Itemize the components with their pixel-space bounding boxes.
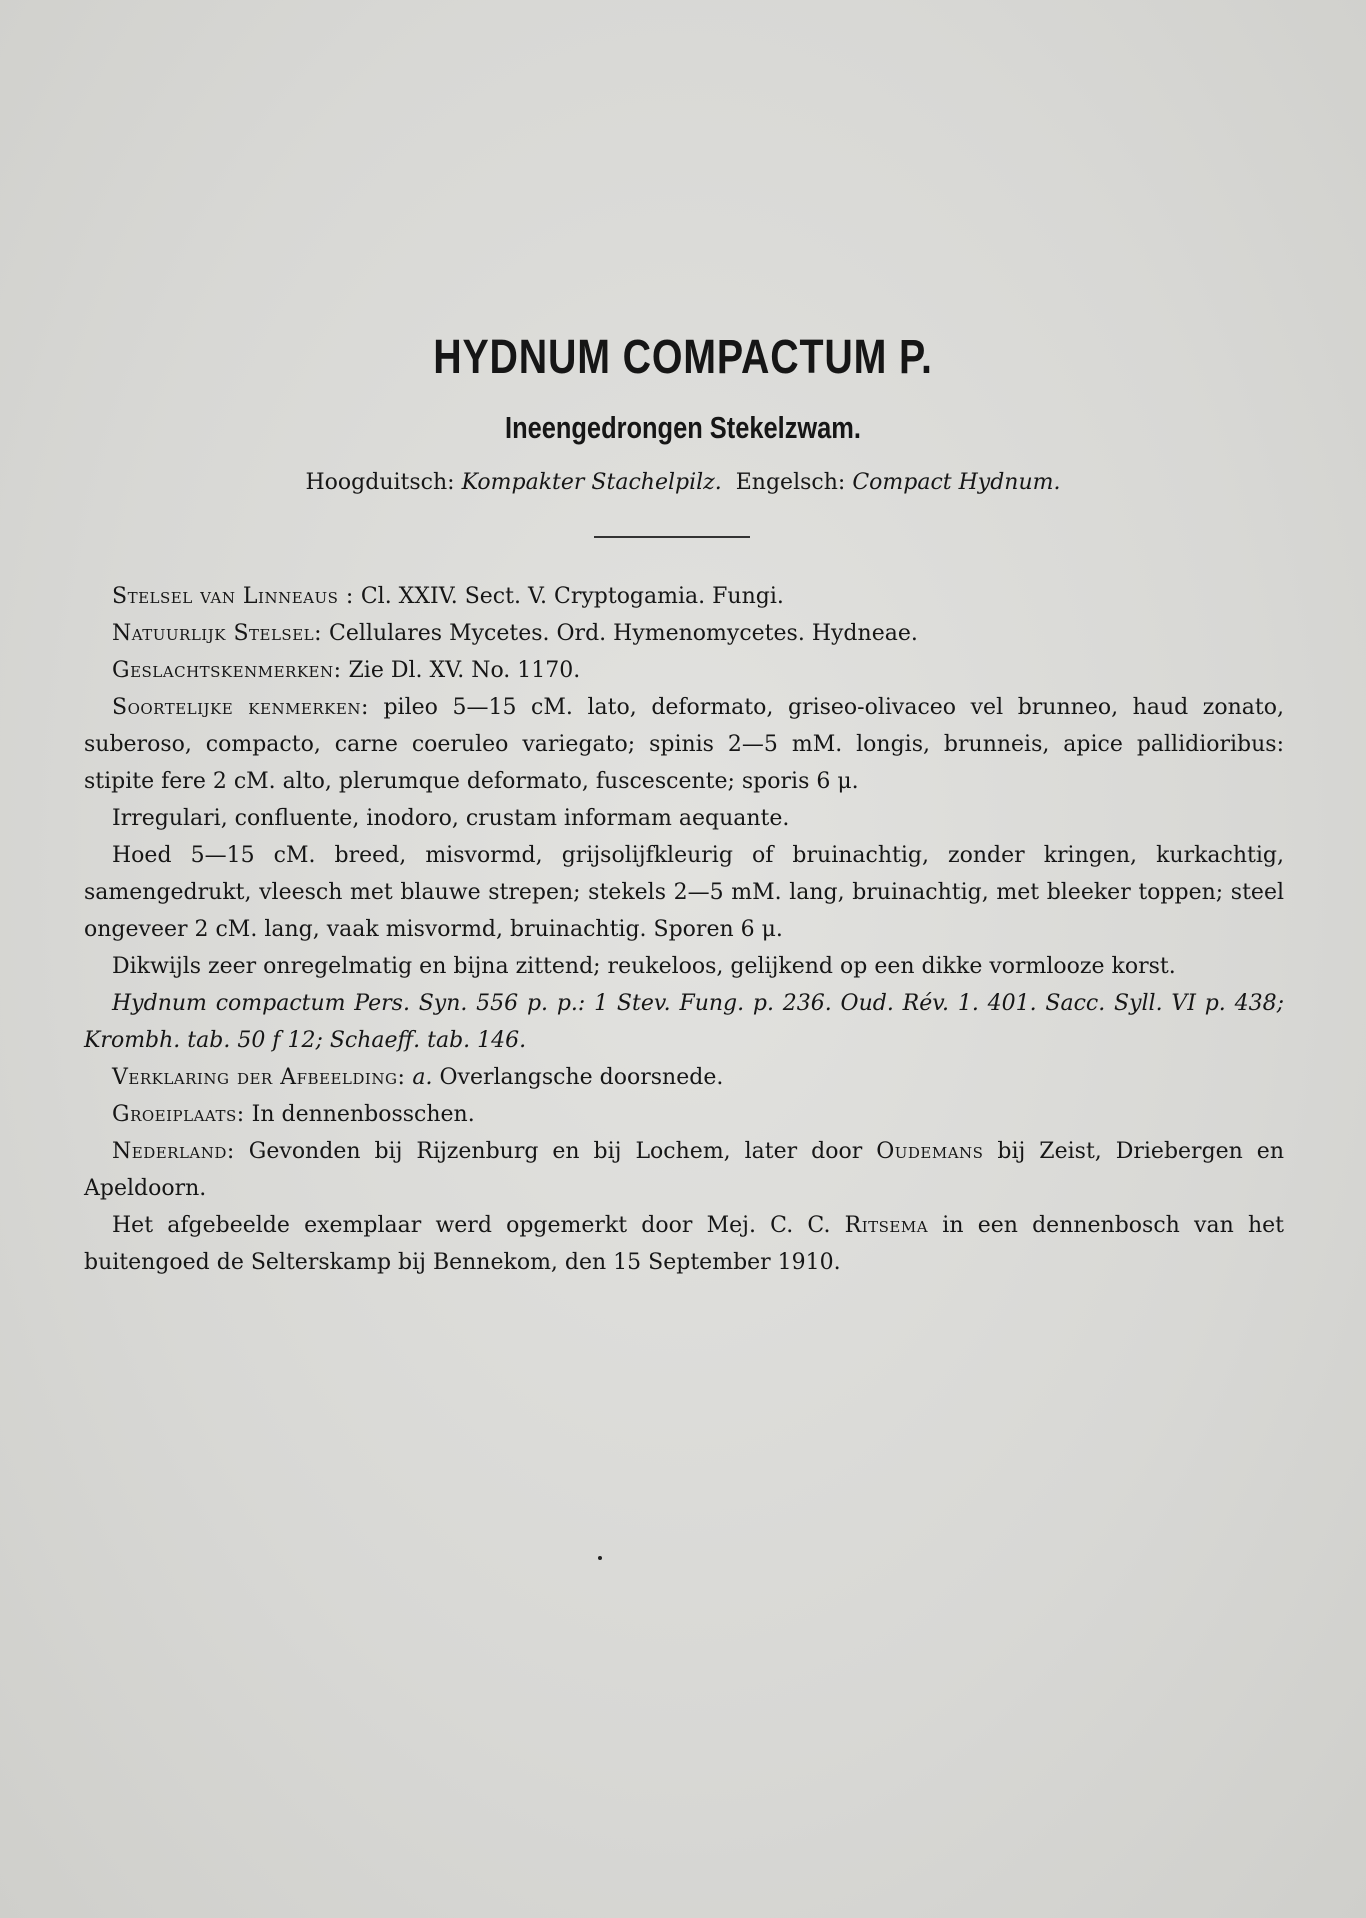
irregular-paragraph: Irregulari, confluente, inodoro, crustam informam aequante.	[112, 806, 790, 831]
natural-text: Cellulares Mycetes. Ord. Hymenomycetes. Hydneae.	[322, 621, 918, 646]
genus-text: Zie Dl. XV. No. 1170.	[341, 658, 581, 683]
habitat-paragraph	[84, 1096, 1284, 1133]
oudemans-name: Oudemans	[876, 1139, 984, 1164]
specimen-text-end: in een dennenbosch van het buitengoed de Selterskamp bij Bennekom, den 15 September 1910.	[84, 1213, 1284, 1275]
dikwijls-paragraph: Dikwijls zeer onregelmatig en bijna zittend; reukeloos, gelijkend op een dikke vormlooze korst.	[112, 954, 1176, 979]
netherlands-text-end: bij Zeist, Driebergen en Apeldoorn.	[84, 1139, 1284, 1201]
german-name: Kompakter Stachelpilz.	[461, 470, 722, 495]
species-text: pileo 5—15 cM. lato, deformato, griseo-olivaceo vel brunneo, haud zonato, suberoso, compacto, carne coeruleo variegato; spinis 2—5 mM. longis, brunneis, apice pallidioribus: stipite fere 2 cM. alto, plerumque deformato, fuscescente; sporis 6 μ.	[84, 695, 1284, 794]
linneaus-text: Cl. XXIV. Sect. V. Cryptogamia. Fungi.	[353, 584, 784, 609]
common-names	[0, 470, 1366, 495]
habitat-text: In dennenbosschen.	[244, 1102, 475, 1127]
german-label: Hoogduitsch:	[305, 470, 455, 495]
ink-dot	[598, 1556, 602, 1560]
page-title: HYDNUM COMPACTUM P.	[433, 331, 933, 384]
english-label: Engelsch:	[735, 470, 846, 495]
species-label: Soortelijke kenmerken:	[112, 695, 369, 720]
genus-label: Geslachtskenmerken:	[112, 658, 342, 683]
figure-label: Verklaring der Afbeelding:	[112, 1065, 406, 1090]
netherlands-paragraph	[84, 1133, 1284, 1207]
references-paragraph: Hydnum compactum Pers. Syn. 556 p. p.: 1 Stev. Fung. p. 236. Oud. Rév. 1. 401. Sacc. Syll. VI p. 438; Krombh. tab. 50 f 12; Schaeff. tab. 146.	[84, 991, 1284, 1053]
habitat-label: Groeiplaats:	[112, 1102, 245, 1127]
specimen-text: Het afgebeelde exemplaar werd opgemerkt door Mej. C. C.	[112, 1213, 845, 1238]
figure-paragraph	[84, 1059, 1284, 1096]
natural-label: Natuurlijk Stelsel:	[112, 621, 323, 646]
netherlands-text: Gevonden bij Rijzenburg en bij Lochem, later door	[234, 1139, 877, 1164]
specimen-paragraph	[84, 1207, 1284, 1281]
description-body	[84, 578, 1284, 1281]
divider	[594, 536, 750, 538]
linneaus-paragraph	[84, 578, 1284, 615]
english-name: Compact Hydnum.	[852, 470, 1061, 495]
ritsema-name: Ritsema	[844, 1213, 929, 1238]
natural-paragraph	[84, 615, 1284, 652]
genus-paragraph	[84, 652, 1284, 689]
page-subtitle: Ineengedrongen Stekelzwam.	[505, 410, 861, 445]
figure-letter: a.	[412, 1065, 433, 1090]
hoed-paragraph: Hoed 5—15 cM. breed, misvormd, grijsolijfkleurig of bruinachtig, zonder kringen, kurkachtig, samengedrukt, vleesch met blauwe strepen; stekels 2—5 mM. lang, bruinachtig, met bleeker toppen; steel ongeveer 2 cM. lang, vaak misvormd, bruinachtig. Sporen 6 μ.	[84, 843, 1284, 942]
figure-text: Overlangsche doorsnede.	[432, 1065, 724, 1090]
netherlands-label: Nederland:	[112, 1139, 235, 1164]
species-paragraph	[84, 689, 1284, 800]
linneaus-label: Stelsel van Linneaus :	[112, 584, 354, 609]
